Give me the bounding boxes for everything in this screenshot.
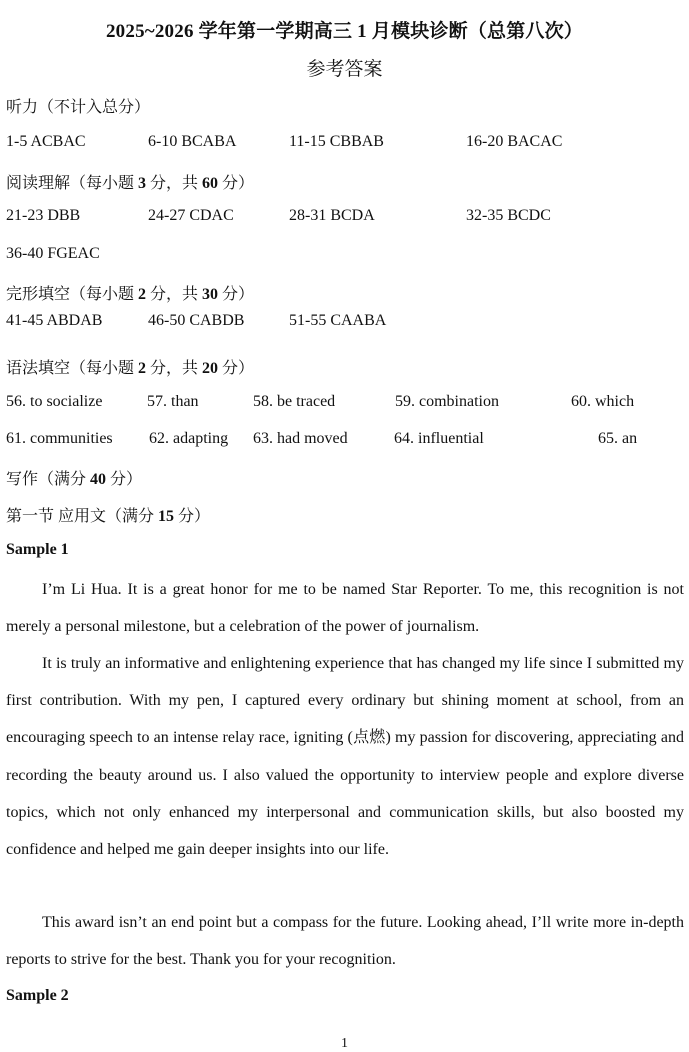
writing-section1-heading: 第一节 应用文（满分 15 分）: [6, 508, 211, 525]
answer-item: 59. combination: [395, 393, 499, 410]
reading-answers-row: [6, 245, 689, 267]
grammar-heading: 语法填空（每小题 2 分，共 20 分）: [6, 360, 255, 377]
answer-item: 57. than: [147, 393, 199, 410]
answer-group: 11-15 CBBAB: [289, 133, 384, 150]
answer-item: 61. communities: [6, 430, 113, 447]
answer-group: 24-27 CDAC: [148, 207, 234, 224]
writing-heading: 写作（满分 40 分）: [6, 471, 143, 488]
answer-group: 21-23 DBB: [6, 207, 81, 224]
answer-group: 36-40 FGEAC: [6, 245, 100, 262]
sample1-paragraph: It is truly an informative and enlightening experience that has changed my life since I submitted my first contribution. With my pen, I captured every ordinary but shining moment at school, from an encouraging speech to an intense relay race, igniting (点燃) my passion for discovering, appreciating and recording the beauty around us. I also valued the opportunity to interview people and explore diverse topics, which not only enhanced my interpersonal and communication skills, but also boosted my confidence and helped me gain deeper insights into our life.: [6, 655, 684, 859]
answer-item: 56. to socialize: [6, 393, 103, 410]
sample1-paragraph: This award isn’t an end point but a compass for the future. Looking ahead, I’ll write more in-depth reports to strive for the best. Thank you for your recognition.: [6, 914, 684, 969]
page-subtitle: 参考答案: [306, 59, 383, 80]
answer-group: 1-5 ACBAC: [6, 133, 86, 150]
reading-heading: 阅读理解（每小题 3 分，共 60 分）: [6, 175, 255, 192]
answer-item: 60. which: [571, 393, 635, 410]
sample2-label: Sample 2: [6, 987, 69, 1004]
listening-answers-row: [6, 133, 689, 155]
reading-answers-row: [6, 207, 689, 229]
page-title: 2025~2026 学年第一学期高三 1 月模块诊断（总第八次）: [105, 21, 584, 42]
grammar-points: 2: [138, 360, 147, 377]
section1-total: 15: [158, 508, 175, 525]
answer-item: 64. influential: [394, 430, 484, 447]
answer-group: 28-31 BCDA: [289, 207, 375, 224]
reading-points: 3: [138, 175, 147, 192]
page-number: 1: [341, 1036, 348, 1051]
listening-heading: 听力（不计入总分）: [6, 99, 151, 116]
writing-total: 40: [90, 471, 107, 488]
cloze-heading: 完形填空（每小题 2 分，共 30 分）: [6, 286, 255, 303]
answer-group: 51-55 CAABA: [289, 312, 387, 329]
answer-group: 32-35 BCDC: [466, 207, 551, 224]
answer-group: 6-10 BCABA: [148, 133, 237, 150]
answer-item: 58. be traced: [253, 393, 336, 410]
answer-group: 41-45 ABDAB: [6, 312, 103, 329]
answer-group: 46-50 CABDB: [148, 312, 245, 329]
cloze-total: 30: [202, 286, 219, 303]
reading-total: 60: [202, 175, 219, 192]
answer-item: 62. adapting: [149, 430, 229, 447]
sample1-paragraph: I’m Li Hua. It is a great honor for me to be named Star Reporter. To me, this recognition is not merely a personal milestone, but a celebration of the power of journalism.: [6, 581, 684, 636]
answer-item: 65. an: [598, 430, 638, 447]
cloze-answers-row: [6, 312, 689, 334]
grammar-total: 20: [202, 360, 219, 377]
answer-item: 63. had moved: [253, 430, 348, 447]
cloze-points: 2: [138, 286, 147, 303]
grammar-answers-row: [6, 393, 689, 415]
sample1-label: Sample 1: [6, 541, 69, 558]
answer-group: 16-20 BACAC: [466, 133, 563, 150]
grammar-answers-row: [6, 430, 689, 452]
